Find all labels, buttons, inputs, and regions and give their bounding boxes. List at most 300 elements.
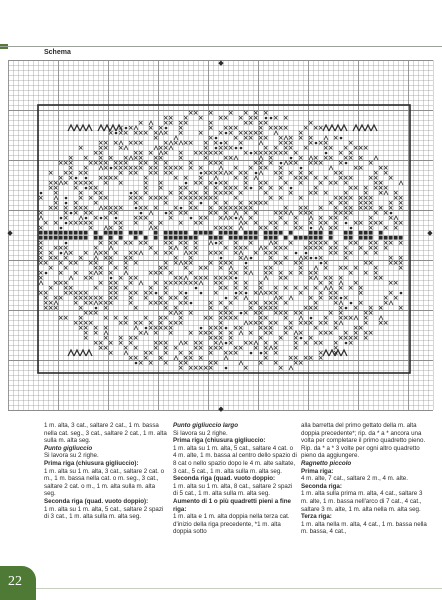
cross-stitch: [309, 161, 313, 165]
picot-dot: [215, 147, 218, 150]
cross-stitch: [359, 166, 363, 170]
chevron-mark: [274, 131, 278, 135]
cross-stitch: [229, 186, 233, 190]
cross-stitch: [244, 266, 248, 270]
cross-stitch: [364, 311, 368, 315]
chevron-mark: [259, 291, 263, 295]
picot-dot: [225, 327, 228, 330]
cross-stitch: [289, 171, 293, 175]
chevron-mark: [214, 176, 218, 180]
cross-stitch: [219, 116, 223, 120]
filled-cell: [119, 231, 123, 235]
cross-stitch: [384, 321, 388, 325]
cross-stitch: [179, 241, 183, 245]
cross-stitch: [59, 161, 63, 165]
cross-stitch: [179, 366, 183, 370]
chevron-mark: [159, 151, 163, 155]
cross-stitch: [369, 201, 373, 205]
cross-stitch: [189, 356, 193, 360]
cross-stitch: [239, 201, 243, 205]
cross-stitch: [209, 351, 213, 355]
cross-stitch: [209, 361, 213, 365]
chevron-mark: [289, 211, 293, 215]
cross-stitch: [369, 306, 373, 310]
cross-stitch: [109, 156, 113, 160]
cross-stitch: [209, 326, 213, 330]
cross-stitch: [204, 151, 208, 155]
cross-stitch: [129, 301, 133, 305]
cross-stitch: [354, 166, 358, 170]
cross-stitch: [349, 176, 353, 180]
instructions-column-3: [301, 422, 429, 536]
cross-stitch: [279, 211, 283, 215]
picot-dot: [220, 142, 223, 145]
cross-stitch: [169, 216, 173, 220]
cross-stitch: [154, 226, 158, 230]
cross-stitch: [214, 191, 218, 195]
cross-stitch: [229, 311, 233, 315]
picot-dot: [225, 132, 228, 135]
cross-stitch: [394, 196, 398, 200]
cross-stitch: [239, 346, 243, 350]
cross-stitch: [224, 261, 228, 265]
cross-stitch: [299, 206, 303, 210]
cross-stitch: [364, 186, 368, 190]
cross-stitch: [94, 326, 98, 330]
cross-stitch: [129, 281, 133, 285]
cross-stitch: [254, 211, 258, 215]
cross-stitch: [254, 291, 258, 295]
cross-stitch: [239, 291, 243, 295]
cross-stitch: [299, 211, 303, 215]
chevron-mark: [269, 241, 273, 245]
cross-stitch: [359, 156, 363, 160]
filled-cell: [94, 231, 98, 235]
cross-stitch: [119, 181, 123, 185]
cross-stitch: [344, 266, 348, 270]
cross-stitch: [89, 196, 93, 200]
filled-cell: [234, 236, 238, 240]
cross-stitch: [104, 196, 108, 200]
cross-stitch: [369, 196, 373, 200]
picot-dot: [340, 137, 343, 140]
cross-stitch: [314, 341, 318, 345]
filled-cell: [169, 231, 173, 235]
cross-stitch: [349, 286, 353, 290]
picot-dot: [155, 292, 158, 295]
cross-stitch: [279, 126, 283, 130]
cross-stitch: [239, 116, 243, 120]
cross-stitch: [104, 306, 108, 310]
cross-stitch: [234, 186, 238, 190]
cross-stitch: [94, 151, 98, 155]
cross-stitch: [294, 311, 298, 315]
instruction-text: 1 m. alta sulla prima m. alta, 4 cat., saltare 3 m. alte, 1 m. bassa nell'arco di 7 cat., 4 cat., saltare 3 m. alte, 1 m. alta nella m. alta seg.: [301, 490, 423, 513]
cross-stitch: [399, 201, 403, 205]
cross-stitch: [89, 301, 93, 305]
cross-stitch: [264, 251, 268, 255]
cross-stitch: [214, 151, 218, 155]
cross-stitch: [264, 136, 268, 140]
filled-cell: [264, 236, 268, 240]
cross-stitch: [59, 316, 63, 320]
cross-stitch: [264, 151, 268, 155]
cross-stitch: [169, 271, 173, 275]
cross-stitch: [209, 331, 213, 335]
cross-stitch: [264, 146, 268, 150]
cross-stitch: [324, 141, 328, 145]
cross-stitch: [49, 251, 53, 255]
cross-stitch: [194, 276, 198, 280]
cross-stitch: [329, 296, 333, 300]
cross-stitch: [284, 331, 288, 335]
cross-stitch: [304, 306, 308, 310]
cross-stitch: [354, 326, 358, 330]
picot-dot: [200, 172, 203, 175]
picot-dot: [245, 292, 248, 295]
cross-stitch: [49, 171, 53, 175]
cross-stitch: [294, 151, 298, 155]
picot-dot: [290, 187, 293, 190]
cross-stitch: [69, 291, 73, 295]
picot-dot: [215, 242, 218, 245]
filled-cell: [394, 236, 398, 240]
cross-stitch: [399, 306, 403, 310]
cross-stitch: [79, 171, 83, 175]
row-heading: Terza riga:: [301, 513, 332, 521]
cross-stitch: [49, 186, 53, 190]
cross-stitch: [279, 166, 283, 170]
picot-dot: [400, 292, 403, 295]
cross-stitch: [264, 316, 268, 320]
cross-stitch: [69, 251, 73, 255]
cross-stitch: [219, 131, 223, 135]
cross-stitch: [234, 281, 238, 285]
cross-stitch: [199, 131, 203, 135]
cross-stitch: [314, 191, 318, 195]
picot-dot: [45, 272, 48, 275]
picot-dot: [60, 252, 63, 255]
picot-dot: [265, 117, 268, 120]
cross-stitch: [119, 276, 123, 280]
cross-stitch: [109, 256, 113, 260]
cross-stitch: [199, 216, 203, 220]
cross-stitch: [129, 171, 133, 175]
cross-stitch: [89, 296, 93, 300]
cross-stitch: [349, 196, 353, 200]
cross-stitch: [324, 316, 328, 320]
cross-stitch: [194, 191, 198, 195]
cross-stitch: [319, 281, 323, 285]
filled-cell: [154, 236, 158, 240]
cross-stitch: [114, 281, 118, 285]
chevron-block: [104, 125, 110, 131]
filled-cell: [289, 231, 293, 235]
filled-cell: [164, 236, 168, 240]
cross-stitch: [99, 141, 103, 145]
cross-stitch: [99, 281, 103, 285]
cross-stitch: [229, 351, 233, 355]
filled-cell: [49, 231, 53, 235]
cross-stitch: [164, 301, 168, 305]
cross-stitch: [194, 111, 198, 115]
cross-stitch: [184, 141, 188, 145]
crochet-chart: [8, 60, 434, 412]
cross-stitch: [234, 351, 238, 355]
cross-stitch: [54, 221, 58, 225]
cross-stitch: [209, 366, 213, 370]
cross-stitch: [289, 356, 293, 360]
cross-stitch: [79, 291, 83, 295]
cross-stitch: [169, 116, 173, 120]
cross-stitch: [219, 191, 223, 195]
cross-stitch: [294, 176, 298, 180]
cross-stitch: [379, 321, 383, 325]
cross-stitch: [224, 186, 228, 190]
center-marker-icon: ◆: [218, 59, 224, 67]
filled-cell: [54, 236, 58, 240]
chevron-block: [80, 350, 86, 356]
cross-stitch: [159, 271, 163, 275]
cross-stitch: [219, 261, 223, 265]
filled-cell: [184, 231, 188, 235]
cross-stitch: [334, 291, 338, 295]
filled-cell: [74, 236, 78, 240]
cross-stitch: [389, 201, 393, 205]
cross-stitch: [279, 296, 283, 300]
cross-stitch: [229, 316, 233, 320]
cross-stitch: [189, 281, 193, 285]
cross-stitch: [89, 181, 93, 185]
filled-cell: [79, 236, 83, 240]
cross-stitch: [284, 301, 288, 305]
picot-dot: [315, 142, 318, 145]
cross-stitch: [184, 241, 188, 245]
cross-stitch: [324, 191, 328, 195]
picot-dot: [235, 217, 238, 220]
cross-stitch: [219, 301, 223, 305]
bottom-rule: [36, 588, 442, 589]
cross-stitch: [94, 261, 98, 265]
cross-stitch: [214, 186, 218, 190]
cross-stitch: [74, 301, 78, 305]
cross-stitch: [364, 316, 368, 320]
picot-dot: [235, 292, 238, 295]
cross-stitch: [139, 141, 143, 145]
cross-stitch: [74, 206, 78, 210]
cross-stitch: [104, 176, 108, 180]
cross-stitch: [354, 221, 358, 225]
chevron-mark: [199, 281, 203, 285]
cross-stitch: [94, 296, 98, 300]
picot-dot: [185, 182, 188, 185]
picot-dot: [40, 192, 43, 195]
cross-stitch: [144, 131, 148, 135]
chevron-mark: [269, 346, 273, 350]
cross-stitch: [329, 331, 333, 335]
filled-cell: [199, 231, 203, 235]
cross-stitch: [329, 226, 333, 230]
cross-stitch: [49, 301, 53, 305]
cross-stitch: [329, 251, 333, 255]
cross-stitch: [264, 266, 268, 270]
cross-stitch: [179, 301, 183, 305]
filled-cell: [209, 231, 213, 235]
cross-stitch: [189, 141, 193, 145]
cross-stitch: [339, 201, 343, 205]
chevron-mark: [139, 251, 143, 255]
cross-stitch: [174, 346, 178, 350]
chevron-mark: [239, 251, 243, 255]
cross-stitch: [349, 241, 353, 245]
cross-stitch: [54, 201, 58, 205]
cross-stitch: [349, 271, 353, 275]
cross-stitch: [199, 266, 203, 270]
cross-stitch: [224, 316, 228, 320]
cross-stitch: [219, 216, 223, 220]
cross-stitch: [179, 196, 183, 200]
cross-stitch: [244, 176, 248, 180]
cross-stitch: [384, 211, 388, 215]
cross-stitch: [94, 311, 98, 315]
chevron-mark: [224, 356, 228, 360]
cross-stitch: [219, 206, 223, 210]
cross-stitch: [319, 291, 323, 295]
picot-dot: [180, 207, 183, 210]
cross-stitch: [89, 261, 93, 265]
cross-stitch: [219, 311, 223, 315]
cross-stitch: [204, 171, 208, 175]
cross-stitch: [244, 246, 248, 250]
cross-stitch: [169, 296, 173, 300]
cross-stitch: [134, 251, 138, 255]
cross-stitch: [214, 361, 218, 365]
cross-stitch: [169, 211, 173, 215]
picot-dot: [190, 302, 193, 305]
cross-stitch: [299, 261, 303, 265]
cross-stitch: [249, 166, 253, 170]
cross-stitch: [244, 111, 248, 115]
row-heading: Seconda riga (quad. vuoto doppio):: [44, 497, 149, 505]
chevron-block: [359, 125, 365, 131]
cross-stitch: [124, 156, 128, 160]
filled-cell: [84, 231, 88, 235]
cross-stitch: [79, 221, 83, 225]
cross-stitch: [264, 226, 268, 230]
cross-stitch: [364, 321, 368, 325]
cross-stitch: [379, 166, 383, 170]
cross-stitch: [349, 251, 353, 255]
cross-stitch: [259, 336, 263, 340]
chevron-mark: [314, 276, 318, 280]
cross-stitch: [344, 146, 348, 150]
cross-stitch: [274, 301, 278, 305]
chevron-mark: [339, 321, 343, 325]
cross-stitch: [364, 336, 368, 340]
filled-cell: [379, 231, 383, 235]
cross-stitch: [254, 311, 258, 315]
cross-stitch: [224, 226, 228, 230]
filled-cell: [39, 231, 43, 235]
cross-stitch: [44, 221, 48, 225]
cross-stitch: [169, 241, 173, 245]
chevron-block: [323, 350, 329, 356]
picot-dot: [135, 362, 138, 365]
cross-stitch: [364, 196, 368, 200]
cross-stitch: [134, 346, 138, 350]
cross-stitch: [124, 161, 128, 165]
cross-stitch: [214, 196, 218, 200]
cross-stitch: [149, 351, 153, 355]
cross-stitch: [144, 241, 148, 245]
cross-stitch: [204, 186, 208, 190]
cross-stitch: [244, 221, 248, 225]
cross-stitch: [179, 276, 183, 280]
top-rule: [0, 46, 442, 47]
cross-stitch: [334, 221, 338, 225]
filled-cell: [144, 236, 148, 240]
filled-cell: [249, 231, 253, 235]
picot-dot: [165, 127, 168, 130]
cross-stitch: [284, 316, 288, 320]
cross-stitch: [124, 131, 128, 135]
cross-stitch: [219, 286, 223, 290]
cross-stitch: [324, 261, 328, 265]
picot-dot: [300, 167, 303, 170]
picot-dot: [250, 352, 253, 355]
cross-stitch: [324, 266, 328, 270]
cross-stitch: [179, 186, 183, 190]
cross-stitch: [189, 256, 193, 260]
cross-stitch: [304, 256, 308, 260]
cross-stitch: [249, 341, 253, 345]
cross-stitch: [279, 311, 283, 315]
cross-stitch: [384, 171, 388, 175]
cross-stitch: [224, 306, 228, 310]
cross-stitch: [69, 166, 73, 170]
cross-stitch: [264, 351, 268, 355]
cross-stitch: [204, 196, 208, 200]
cross-stitch: [319, 216, 323, 220]
cross-stitch: [94, 191, 98, 195]
cross-stitch: [344, 156, 348, 160]
filled-cell: [154, 231, 158, 235]
cross-stitch: [154, 156, 158, 160]
cross-stitch: [374, 181, 378, 185]
cross-stitch: [64, 281, 68, 285]
cross-stitch: [334, 326, 338, 330]
cross-stitch: [64, 246, 68, 250]
cross-stitch: [394, 226, 398, 230]
cross-stitch: [219, 331, 223, 335]
cross-stitch: [309, 241, 313, 245]
chevron-mark: [209, 241, 213, 245]
filled-cell: [269, 236, 273, 240]
picot-dot: [325, 152, 328, 155]
cross-stitch: [54, 246, 58, 250]
cross-stitch: [219, 241, 223, 245]
picot-dot: [165, 212, 168, 215]
cross-stitch: [114, 141, 118, 145]
instruction-text: 1 m. alta su 1 m. alta, 5 cat., saltare 2 spazi di 3 cat., 1 m. alta sulla m. alta seg.: [44, 505, 164, 521]
cross-stitch: [329, 291, 333, 295]
cross-stitch: [179, 311, 183, 315]
cross-stitch: [289, 141, 293, 145]
cross-stitch: [364, 261, 368, 265]
cross-stitch: [374, 276, 378, 280]
cross-stitch: [394, 191, 398, 195]
filled-cell: [104, 231, 108, 235]
